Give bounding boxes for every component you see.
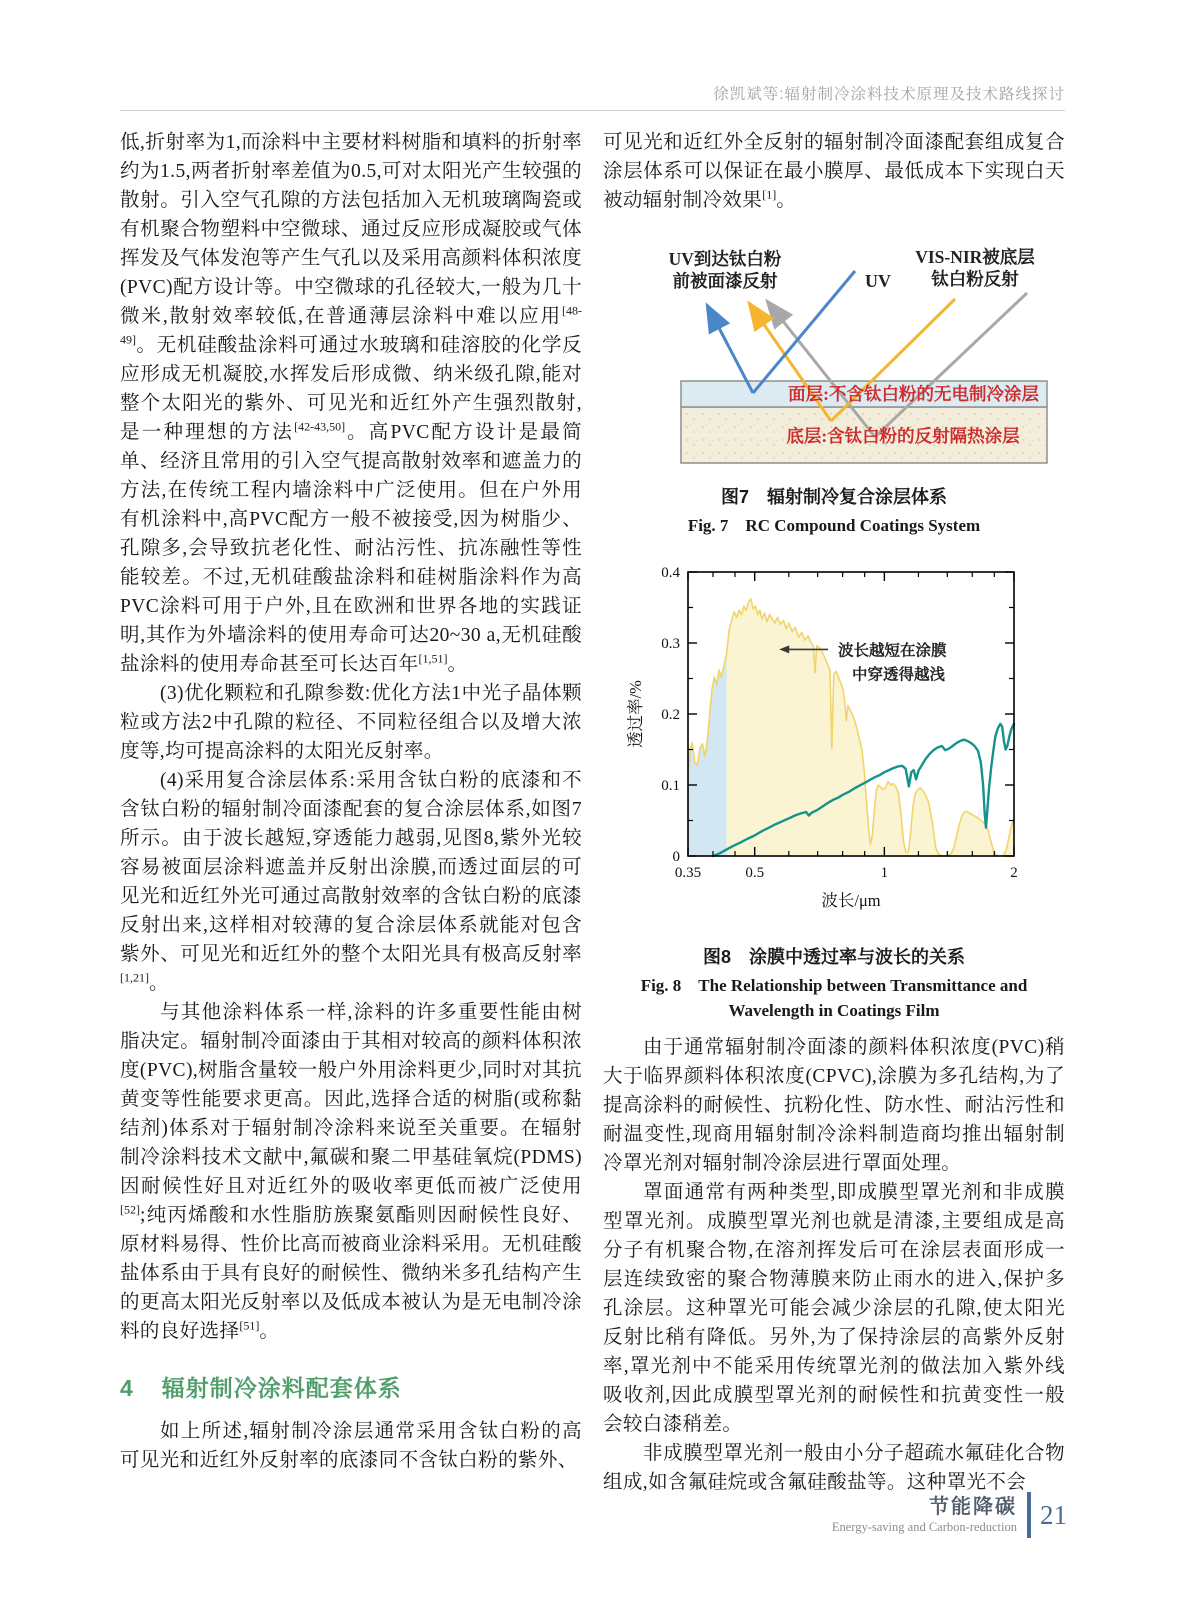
figure8-caption-en <box>603 973 1065 1023</box>
uv-label: UV <box>865 271 891 291</box>
journal-name <box>832 1495 1017 1535</box>
paragraph <box>603 1178 1065 1439</box>
paragraph <box>120 766 582 998</box>
uv-reflect-label-line1: UV到达钛白粉 <box>668 249 782 269</box>
annotation-line1: 波长越短在涂膜 <box>838 642 947 660</box>
right-column-text-2 <box>603 1033 1065 1497</box>
x-tick-label: 2 <box>1010 865 1018 881</box>
paragraph <box>603 1033 1065 1178</box>
text-run: 如上所述,辐射制冷涂层通常采用含钛白粉的高可见光和近红外反射率的底漆同不含钛白粉的紫外、 <box>120 1421 582 1471</box>
figure7-caption-en: Fig. 7 RC Compound Coatings System <box>687 516 981 535</box>
right-column-text <box>603 128 1065 215</box>
journal-name-zh: 节能降碳 <box>929 1496 1017 1518</box>
text-run: 。 <box>776 190 797 211</box>
uv-reflect-label-line2: 前被面漆反射 <box>672 271 778 291</box>
top-layer-label: 面层:不含钛白粉的无电制冷涂层 <box>788 384 1039 404</box>
figure8-caption-en-line2: Wavelength in Coatings Film <box>728 1001 940 1020</box>
y-tick-label: 0.4 <box>661 565 680 581</box>
footer <box>832 1492 1067 1538</box>
text-run: 与其他涂料体系一样,涂料的许多重要性能由树脂决定。辐射制冷面漆由于其相对较高的颜料体积浓度(PVC),树脂含量较一般户外用涂料更少,同时对其抗黄变等性能要求更高。因此,选择合适的树脂(或称黏结剂)体系对于辐射制冷涂料来说至关重要。在辐射制冷涂料技术文献中,氟碳和聚二甲基硅氧烷(PDMS)因耐候性好且对近红外的吸收率更低而被广泛使用 <box>120 1002 582 1197</box>
x-tick-label: 1 <box>880 865 889 881</box>
running-head: 徐凯斌等:辐射制冷涂料技术原理及技术路线探讨 <box>713 86 1065 103</box>
reference-marker: [52] <box>120 1202 140 1217</box>
paragraph <box>603 1439 1065 1497</box>
reference-marker: [51] <box>239 1318 260 1333</box>
reference-marker: [48-49] <box>120 303 582 347</box>
text-run: 。 <box>447 654 468 675</box>
text-run: 罩面通常有两种类型,即成膜型罩光剂和非成膜型罩光剂。成膜型罩光剂也就是清漆,主要组成是高分子有机聚合物,在溶剂挥发后可在涂层表面形成一层连续致密的聚合物薄膜来防止雨水的进入,保护多孔涂层。这种罩光可能会减少涂层的孔隙,使太阳光反射比稍有降低。另外,为了保持涂层的高紫外反射率,罩光剂中不能采用传统罩光剂的做法加入紫外线吸收剂,因此成膜型罩光剂的耐候性和抗黄变性一般会较白漆稍差。 <box>603 1182 1065 1435</box>
y-axis-label: 透过率/% <box>626 680 645 748</box>
section-heading <box>120 1370 582 1403</box>
y-tick-label: 0.2 <box>661 707 680 723</box>
uv-reflected-ray <box>707 305 753 393</box>
reference-marker: [42-43,50] <box>294 419 346 434</box>
solar-spectrum-area <box>688 599 1014 856</box>
x-tick-label: 0.35 <box>674 865 702 881</box>
figure8-caption-en-line1: Fig. 8 The Relationship between Transmittance and <box>640 976 1028 995</box>
paragraph <box>120 998 582 1346</box>
reference-marker: [1] <box>762 187 777 202</box>
footer-divider <box>1027 1492 1031 1538</box>
journal-name-en: Energy-saving and Carbon-reduction <box>831 1520 1017 1534</box>
left-column-text-2 <box>120 1417 582 1475</box>
text-run: 。无机硅酸盐涂料可通过水玻璃和硅溶胶的化学反应形成无机凝胶,水挥发后形成微、纳米级孔隙,能对整个太阳光的紫外、可见光和近红外产生强烈散射,是一种理想的方法 <box>120 335 582 443</box>
paragraph <box>120 1417 582 1475</box>
text-run: 非成膜型罩光剂一般由小分子超疏水氟硅化合物组成,如含氟硅烷或含氟硅酸盐等。这种罩光不会 <box>603 1443 1065 1493</box>
text-run: 。高PVC配方设计是最简单、经济且常用的引入空气提高散射效率和遮盖力的方法,在传统工程内墙涂料中广泛使用。但在户外用有机涂料中,高PVC配方一般不被接受,因为树脂少、孔隙多,会导致抗老化性、耐沾污性、抗冻融性等性能较差。不过,无机硅酸盐涂料和硅树脂涂料作为高PVC涂料可用于户外,且在欧洲和世界各地的实践证明,其作为外墙涂料的使用寿命可达20~30 a,无机硅酸盐涂料的使用寿命甚至可长达百年 <box>120 422 583 675</box>
page-number: 21 <box>1040 1499 1067 1530</box>
figure8-chart <box>624 554 1044 926</box>
x-tick-label: 0.5 <box>745 865 765 881</box>
paragraph <box>120 128 582 679</box>
figure7-caption-zh: 图7 辐射制冷复合涂层体系 <box>720 487 947 507</box>
paragraph <box>603 128 1065 215</box>
figure8-caption-zh: 图8 涂膜中透过率与波长的关系 <box>702 947 965 967</box>
y-tick-label: 0 <box>672 849 680 865</box>
section-title: 辐射制冷涂料配套体系 <box>161 1375 402 1401</box>
section-number: 4 <box>120 1375 134 1401</box>
text-run: 。 <box>149 973 169 994</box>
reference-marker: [1,51] <box>418 651 448 666</box>
reference-marker: [1,21] <box>120 970 149 985</box>
y-tick-label: 0.1 <box>661 778 680 794</box>
bottom-layer-label: 底层:含钛白粉的反射隔热涂层 <box>786 426 1020 446</box>
visnir-label-line2: 钛白粉反射 <box>931 269 1019 289</box>
visnir-label-line1: VIS-NIR被底层 <box>915 247 1035 267</box>
annotation-line2: 中穿透得越浅 <box>852 666 946 684</box>
figure7-diagram <box>603 241 1065 471</box>
header-rule <box>120 110 1065 111</box>
text-run: 可见光和近红外全反射的辐射制冷面漆配套组成复合涂层体系可以保证在最小膜厚、最低成本下实现白天被动辐射制冷效果 <box>603 132 1065 211</box>
text-run: (3)优化颗粒和孔隙参数:优化方法1中光子晶体颗粒或方法2中孔隙的粒径、不同粒径组合以及增大浓度等,均可提高涂料的太阳光反射率。 <box>120 683 582 762</box>
left-column <box>120 128 582 1475</box>
text-run: 低,折射率为1,而涂料中主要材料树脂和填料的折射率约为1.5,两者折射率差值为0.5,可对太阳光产生较强的散射。引入空气孔隙的方法包括加入无机玻璃陶瓷或有机聚合物塑料中空微球、通过反应形成凝胶或气体挥发及气体发泡等产生气孔以及采用高颜料体积浓度(PVC)配方设计等。中空微球的孔径较大,一般为几十微米,散射效率较低,在普通薄层涂料中难以应用 <box>120 132 582 327</box>
y-tick-label: 0.3 <box>661 636 680 652</box>
text-run: ;纯丙烯酸和水性脂肪族聚氨酯则因耐候性良好、原材料易得、性价比高而被商业涂料采用。无机硅酸盐体系由于具有良好的耐候性、微纳米多孔结构产生的更高太阳光反射率以及低成本被认为是无电制冷涂料的良好选择 <box>120 1205 582 1342</box>
x-axis-label: 波长/μm <box>821 891 881 910</box>
right-column <box>603 128 1065 1497</box>
figure8-wrap <box>603 554 1065 931</box>
left-column-text <box>120 128 582 1346</box>
text-run: 由于通常辐射制冷面漆的颜料体积浓度(PVC)稍大于临界颜料体积浓度(CPVC),涂膜为多孔结构,为了提高涂料的耐候性、抗粉化性、防水性、耐沾污性和耐温变性,现商用辐射制冷涂料制造商均推出辐射制冷罩光剂对辐射制冷涂层进行罩面处理。 <box>603 1037 1065 1174</box>
paragraph <box>120 679 582 766</box>
text-run: 。 <box>259 1321 280 1342</box>
text-run: (4)采用复合涂层体系:采用含钛白粉的底漆和不含钛白粉的辐射制冷面漆配套的复合涂层体系,如图7所示。由于波长越短,穿透能力越弱,见图8,紫外光较容易被面层涂料遮盖并反射出涂膜,而透过面层的可见光和近红外光可通过高散射效率的含钛白粉的底漆反射出来,这样相对较薄的复合涂层体系就能对包含紫外、可见光和近红外的整个太阳光具有极高反射率 <box>120 770 582 965</box>
